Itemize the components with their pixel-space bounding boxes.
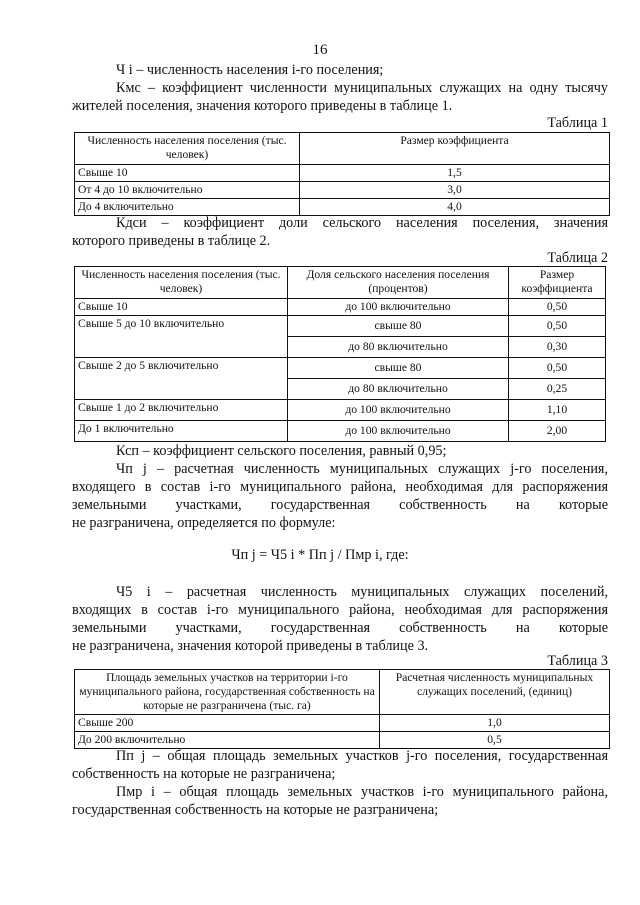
def-chpj-line4: не разграничена, определяется по формуле:: [72, 515, 336, 531]
def-ch5-line3: земельными участками, государственная собственность на которые: [72, 620, 608, 636]
table2-header-rural-share: Доля сельского населения поселения (процентов): [288, 267, 509, 299]
table2-cell-population: Свыше 1 до 2 включительно: [75, 400, 288, 421]
table2-cell-share: до 100 включительно: [288, 421, 509, 442]
formula: Чп j = Ч5 i * Пп j / Пмр i, где:: [231, 547, 409, 563]
table3-caption: Таблица 3: [547, 653, 608, 669]
table2-header-population: Численность населения поселения (тыс. человек): [75, 267, 288, 299]
table2-cell-share: свыше 80: [288, 316, 509, 337]
table2-caption: Таблица 2: [547, 250, 608, 266]
def-kms-line2: жителей поселения, значения которого приведены в таблице 1.: [72, 98, 453, 114]
table-row: [75, 715, 610, 732]
table-row: [75, 199, 610, 216]
table2-cell-value: 0,25: [509, 379, 606, 400]
table1-header-population: Численность населения поселения (тыс. человек): [75, 133, 300, 165]
def-ch5-line4: не разграничена, значения которой приведены в таблице 3.: [72, 638, 429, 654]
table2-cell-value: 0,50: [509, 299, 606, 316]
table1-cell-range: До 4 включительно: [75, 199, 300, 216]
table3-cell-area: До 200 включительно: [75, 732, 380, 749]
table2-cell-share: до 80 включительно: [288, 379, 509, 400]
def-chi: Ч i – численность населения i-го поселения;: [116, 62, 384, 78]
def-chpj-line3: земельными участками, государственная собственность на которые: [72, 497, 608, 513]
def-ppj-line2: собственность на которые не разграничена;: [72, 766, 336, 782]
table3-cell-value: 0,5: [380, 732, 610, 749]
table2-cell-population: До 1 включительно: [75, 421, 288, 442]
table2-cell-population: Свыше 10: [75, 299, 288, 316]
table2-cell-value: 0,50: [509, 358, 606, 379]
table2-cell-population: Свыше 5 до 10 включительно: [75, 316, 288, 358]
table2-cell-share: до 100 включительно: [288, 400, 509, 421]
def-ch5-line1: Ч5 i – расчетная численность муниципальных служащих поселений,: [116, 584, 608, 600]
table2-cell-population: Свыше 2 до 5 включительно: [75, 358, 288, 400]
def-kms-line1: Кмс – коэффициент численности муниципальных служащих на одну тысячу: [116, 80, 608, 96]
table-2: [74, 266, 606, 442]
table-row: [75, 732, 610, 749]
table-3: [74, 669, 610, 749]
table1-cell-value: 1,5: [300, 165, 610, 182]
table-row: [75, 421, 606, 442]
table1-caption: Таблица 1: [547, 115, 608, 131]
table2-cell-share: до 100 включительно: [288, 299, 509, 316]
def-kdsi-line2: которого приведены в таблице 2.: [72, 233, 271, 249]
table3-cell-area: Свыше 200: [75, 715, 380, 732]
def-chpj-line1: Чп j – расчетная численность муниципальных служащих j-го поселения,: [116, 461, 608, 477]
def-pmr-line1: Пмр i – общая площадь земельных участков i-го муниципального района,: [116, 784, 608, 800]
def-ksp: Ксп – коэффициент сельского поселения, равный 0,95;: [116, 443, 447, 459]
table3-header-area: Площадь земельных участков на территории i-го муниципального района, государственная собственность на которые не разграничена (тыс. га): [75, 670, 380, 715]
table1-cell-value: 3,0: [300, 182, 610, 199]
table2-cell-share: свыше 80: [288, 358, 509, 379]
table-row: [75, 400, 606, 421]
table2-header-coefficient: Размер коэффициента: [509, 267, 606, 299]
table-row: [75, 182, 610, 199]
table3-cell-value: 1,0: [380, 715, 610, 732]
table-row: [75, 299, 606, 316]
table2-cell-value: 1,10: [509, 400, 606, 421]
def-ch5-line2: входящих в состав i-го муниципального района, необходимая для распоряжения: [72, 602, 608, 618]
table1-cell-value: 4,0: [300, 199, 610, 216]
table1-cell-range: От 4 до 10 включительно: [75, 182, 300, 199]
def-ppj-line1: Пп j – общая площадь земельных участков j-го поселения, государственная: [116, 748, 608, 764]
table2-cell-value: 0,30: [509, 337, 606, 358]
table2-cell-value: 0,50: [509, 316, 606, 337]
def-chpj-line2: входящего в состав i-го муниципального района, необходимая для распоряжения: [72, 479, 608, 495]
table-row: [75, 358, 606, 379]
def-kdsi-line1: Кдси – коэффициент доли сельского населения поселения, значения: [116, 215, 608, 231]
table-1: [74, 132, 610, 216]
page-number: 16: [312, 42, 328, 58]
table1-header-coefficient: Размер коэффициента: [300, 133, 610, 165]
def-pmr-line2: государственная собственность на которые не разграничена;: [72, 802, 439, 818]
table2-cell-share: до 80 включительно: [288, 337, 509, 358]
table-row: [75, 165, 610, 182]
table-row: [75, 316, 606, 337]
table2-cell-value: 2,00: [509, 421, 606, 442]
table1-cell-range: Свыше 10: [75, 165, 300, 182]
table3-header-staff: Расчетная численность муниципальных служащих поселений, (единиц): [380, 670, 610, 715]
